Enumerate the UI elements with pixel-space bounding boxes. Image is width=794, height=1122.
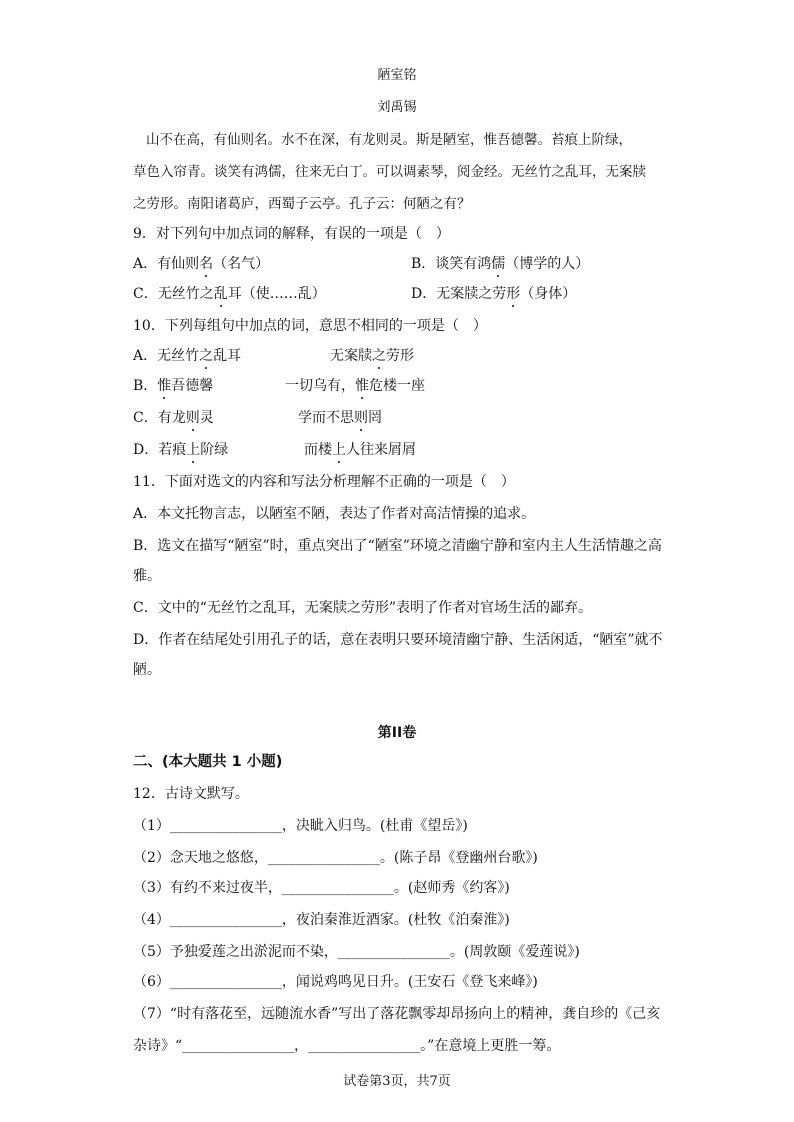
q9-option-a[interactable] [133, 254, 269, 274]
passage-line-1: 山不在高，有仙则名。水不在深，有龙则灵。斯是陋室，惟吾德馨。苔痕上阶绿， [146, 132, 632, 148]
q10-a-left-dotted: 之 [199, 348, 214, 364]
q10-a-left-post: 乱耳 [213, 348, 242, 364]
q12-stem: 12．古诗文默写。 [133, 786, 249, 802]
q10-option-d-right [304, 440, 416, 460]
q11-option-d-cont: 陋。 [133, 662, 161, 678]
q10-option-d[interactable] [133, 440, 228, 460]
q12-item-3[interactable]: （3）有约不来过夜半，________________。(赵师秀《约客》) [133, 880, 510, 896]
q10-b-left-dotted: 惟 [157, 378, 172, 394]
q11-option-d[interactable]: D．作者在结尾处引用孔子的话，意在表明只要环境清幽宁静、生活闲适，“陋室”就不 [133, 632, 663, 648]
q10-a-right-dotted: 之 [372, 348, 386, 364]
q9-c-dotted-word: 乱 [213, 286, 228, 302]
q9-option-b[interactable] [411, 254, 589, 274]
q11-stem: 11．下面对选文的内容和写法分析理解不正确的一项是（ ） [133, 474, 515, 490]
q12-item-5[interactable]: （5）予独爱莲之出淤泥而不染，________________。(周敦颐《爱莲说》) [133, 944, 580, 960]
q10-c-right-post: 罔 [368, 410, 382, 426]
q9-c-post: 耳（使……乱） [227, 286, 326, 302]
q11-option-b-cont: 雅。 [133, 568, 161, 584]
q10-d-right-dotted: 上 [332, 442, 346, 458]
q10-stem: 10．下列每组句中加点的词，意思不相同的一项是（ ） [133, 318, 487, 334]
q10-option-b-right [285, 376, 425, 396]
q10-d-right-pre: 而楼 [304, 442, 332, 458]
q10-c-left-pre: C．有龙 [133, 410, 186, 426]
q10-c-right-pre: 学而不思 [298, 410, 354, 426]
q11-option-b[interactable]: B．选文在描写“陋室”时，重点突出了“陋室”环境之清幽宁静和室内主人生活情趣之高 [133, 538, 662, 554]
q9-c-pre: C．无丝竹之 [133, 286, 214, 302]
q9-b-post: （博学的人） [505, 256, 590, 272]
q10-option-a[interactable] [133, 346, 241, 366]
q10-c-right-dotted: 则 [354, 410, 368, 426]
q9-d-pre: D．无案牍之劳 [411, 286, 507, 302]
q10-d-left-post: 阶绿 [200, 442, 229, 458]
q10-b-right-dotted: 惟 [355, 378, 369, 394]
q9-option-d[interactable] [411, 284, 576, 304]
q12-item-7[interactable]: （7）“时有落花至，远随流水香”写出了落花飘零却昂扬向上的精神，龚自珍的《己亥 [133, 1006, 661, 1022]
q9-b-dotted-word: 儒 [491, 256, 506, 272]
q11-option-c[interactable]: C．文中的“无丝竹之乱耳，无案牍之劳形”表明了作者对官场生活的鄙弃。 [133, 600, 593, 616]
q12-item-1[interactable]: （1）________________，决眦入归鸟。(杜甫《望岳》) [133, 818, 468, 834]
q10-a-right-post: 劳形 [386, 348, 414, 364]
q10-b-left-pre: B． [133, 378, 158, 394]
q10-b-right-pre: 一切乌有， [285, 378, 355, 394]
q12-item-7-cont[interactable]: 杂诗》“________________，________________。”在意境上更胜一筹。 [133, 1038, 561, 1054]
q10-d-left-pre: D．若痕 [133, 442, 187, 458]
q10-b-right-post: 危楼一座 [369, 378, 425, 394]
passage-author: 刘禹锡 [377, 100, 417, 115]
q12-item-2[interactable]: （2）念天地之悠悠，________________。(陈子昂《登幽州台歌》) [133, 850, 538, 866]
q10-c-left-post: 灵 [199, 410, 214, 426]
q11-option-a[interactable]: A．本文托物言志，以陋室不陋，表达了作者对高洁情操的追求。 [133, 506, 536, 522]
page-footer: 试卷第3页，共7页 [343, 1074, 451, 1089]
q9-a-dotted-word: 名 [199, 256, 214, 272]
q10-b-left-post: 吾德馨 [171, 378, 214, 394]
q10-a-left-pre: A．无丝竹 [133, 348, 200, 364]
q10-c-left-dotted: 则 [185, 410, 200, 426]
passage-line-3: 之劳形。南阳诸葛庐，西蜀子云亭。孔子云：何陋之有？ [133, 196, 471, 212]
q9-option-c[interactable] [133, 284, 326, 304]
q10-d-left-dotted: 上 [186, 442, 201, 458]
q9-a-pre: A．有仙则 [133, 256, 200, 272]
q10-d-right-post: 人往来屑屑 [346, 442, 416, 458]
passage-title: 陋室铭 [377, 68, 417, 83]
q10-option-b[interactable] [133, 376, 213, 396]
q9-d-dotted-word: 形 [506, 286, 521, 302]
q10-a-right-pre: 无案牍 [330, 348, 372, 364]
q9-a-post: （名气） [213, 256, 270, 272]
q10-option-c[interactable] [133, 408, 214, 428]
passage-line-2: 草色入帘青。谈笑有鸿儒，往来无白丁。可以调素琴，阅金经。无丝竹之乱耳，无案牍 [133, 164, 646, 180]
q9-d-post: （身体） [520, 286, 577, 302]
q9-b-pre: B．谈笑有鸿 [411, 256, 492, 272]
q12-item-4[interactable]: （4）________________，夜泊秦淮近酒家。(杜牧《泊秦淮》) [133, 912, 510, 928]
q12-item-6[interactable]: （6）________________，闻说鸡鸣见日升。(王安石《登飞来峰》) [133, 974, 538, 990]
q10-option-c-right [298, 408, 382, 428]
q10-option-a-right [330, 346, 414, 366]
q9-stem: 9．对下列句中加点词的解释，有误的一项是（ ） [133, 226, 450, 242]
part-two-title: 第II卷 [377, 725, 417, 741]
section-two-heading: 二、(本大题共 1 小题) [133, 754, 283, 770]
